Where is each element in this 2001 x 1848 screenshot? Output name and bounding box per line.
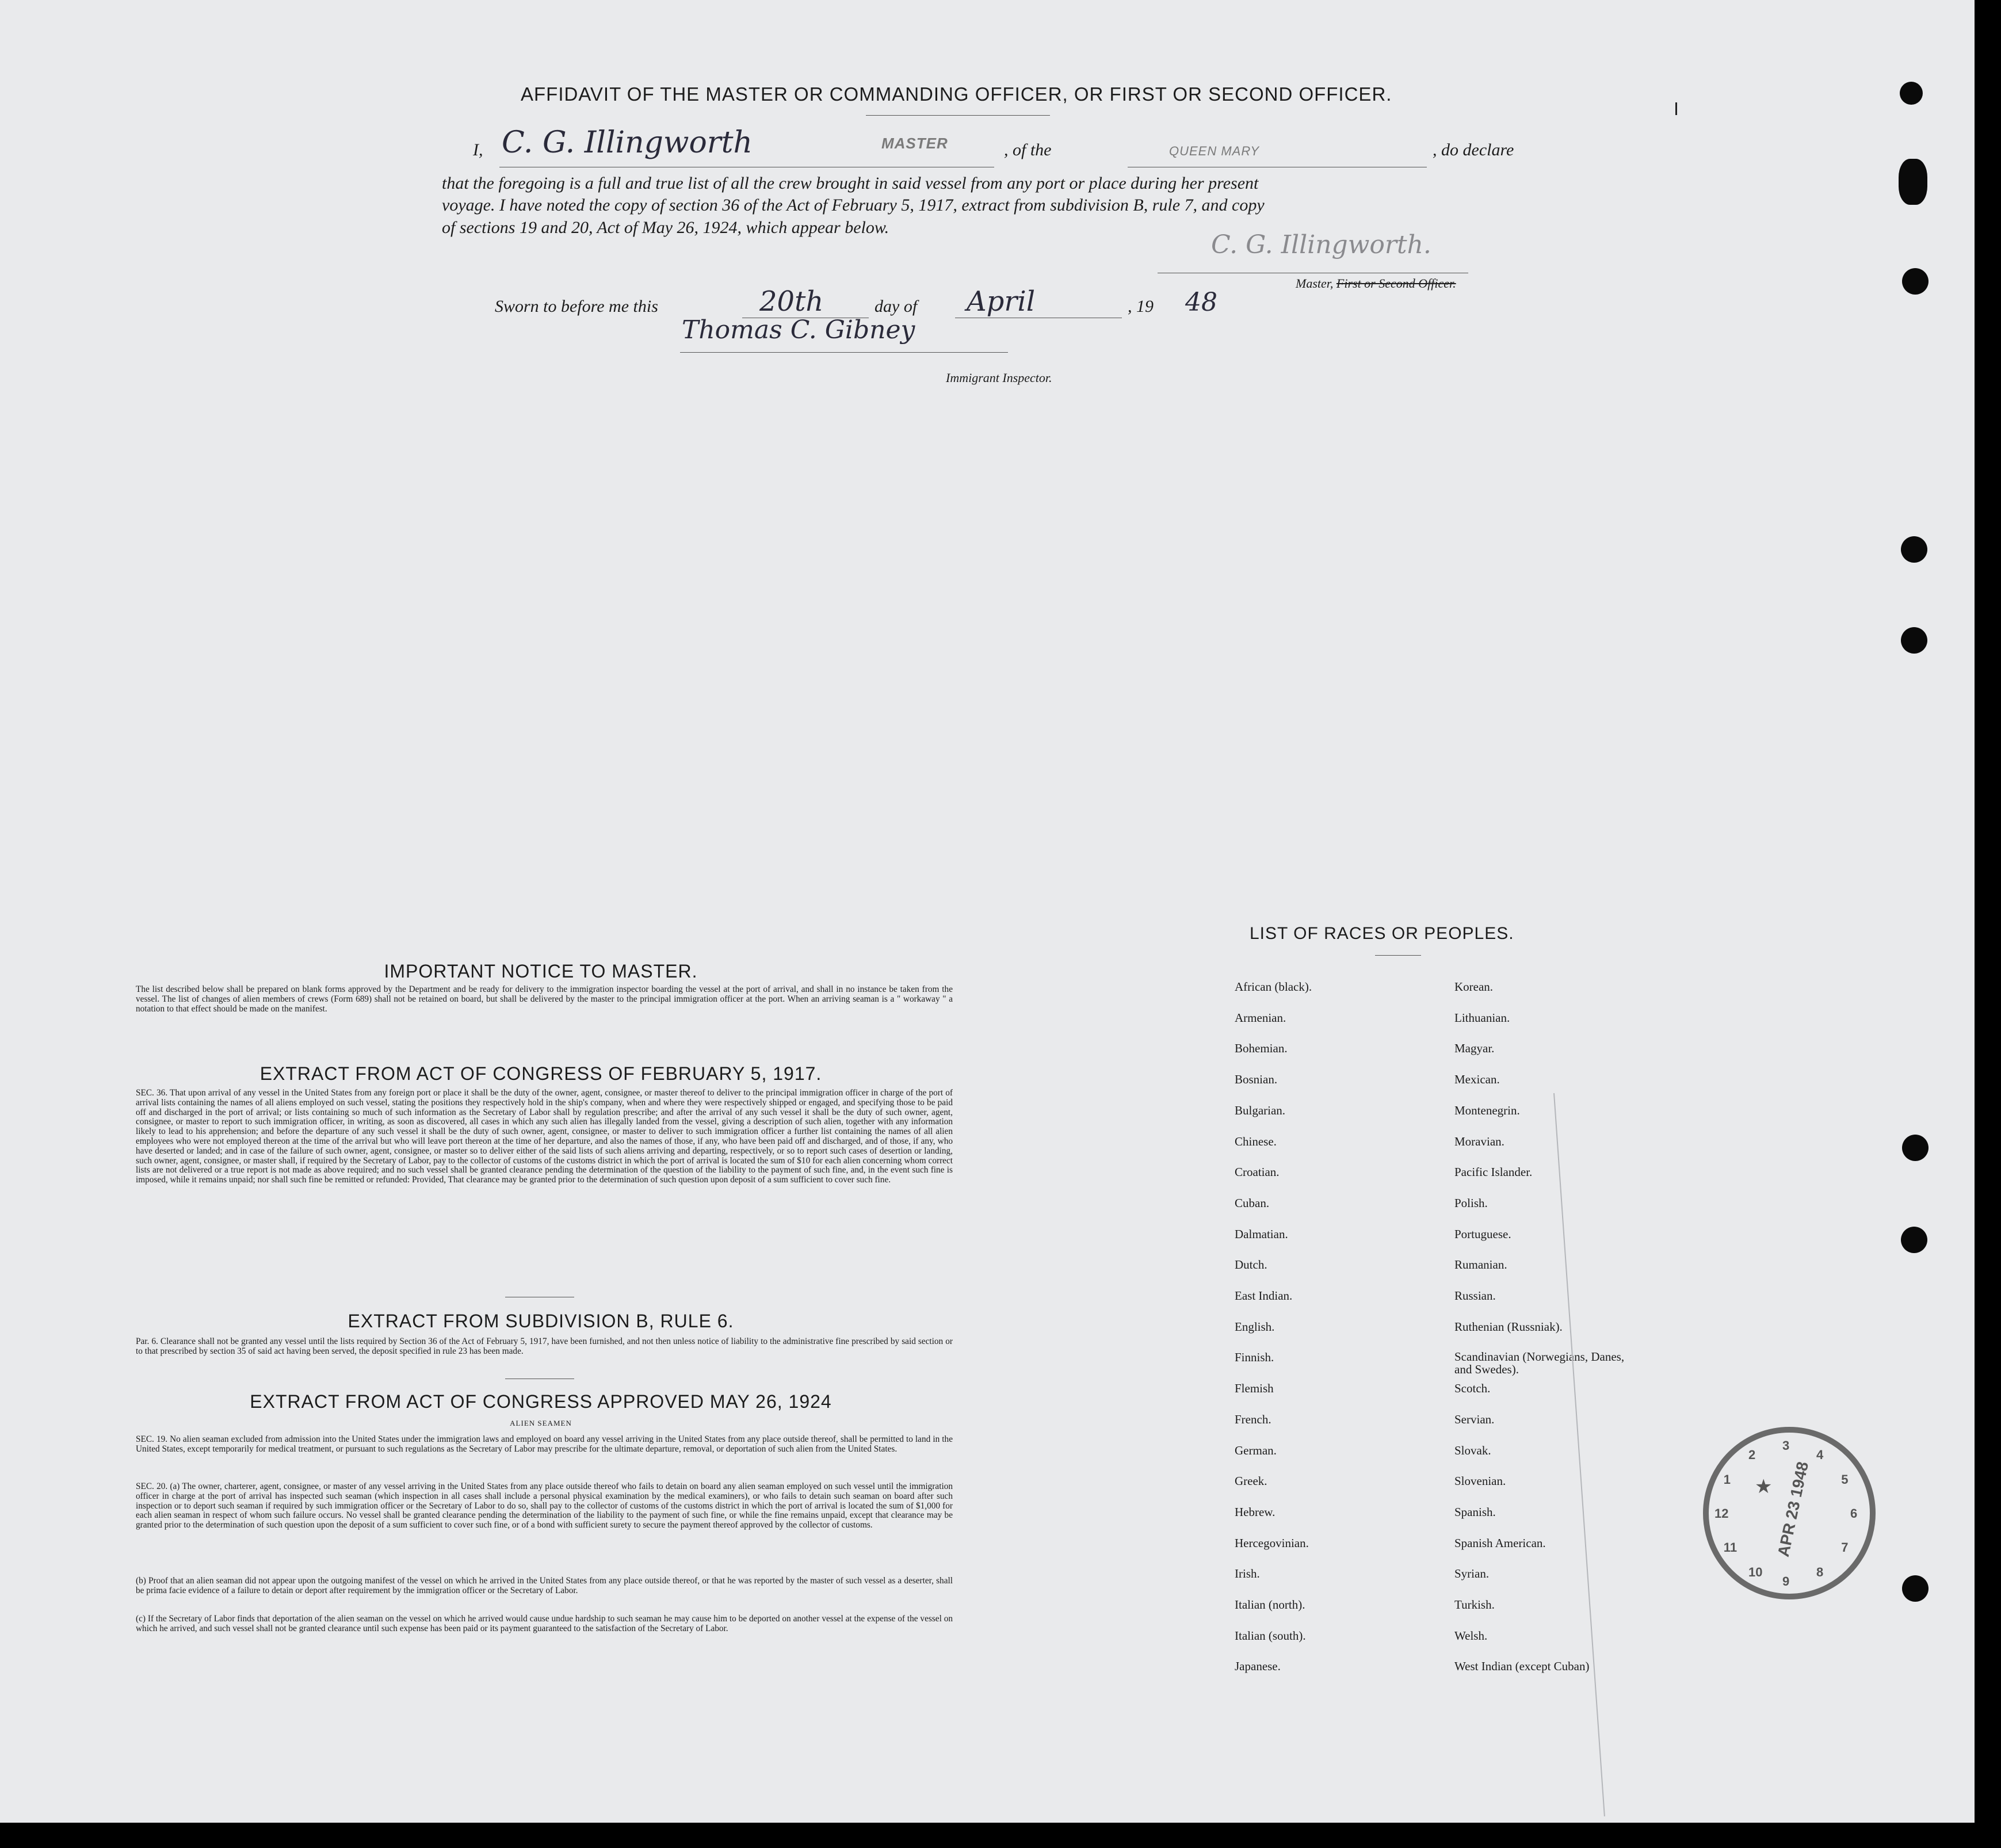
inspector-caption: Immigrant Inspector. <box>946 371 1052 385</box>
stamp-ring-number: 3 <box>1782 1438 1790 1453</box>
race-item: Cuban. <box>1235 1196 1270 1210</box>
margin-tick <box>1675 102 1677 115</box>
sworn-text: Sworn to before me this <box>495 297 658 316</box>
race-item: Japanese. <box>1235 1659 1281 1674</box>
race-item: Rumanian. <box>1454 1258 1507 1272</box>
extract-1917-body: SEC. 36. That upon arrival of any vessel in the United States from any foreign port or place it shall be the duty of the owner, agent, consignee, or master thereof to deliver to the principal immigration officer in charge of the port of arrival lists containing the names of all aliens employed on such vessel, stating the positions they respectively hold in the ship's company, when and where they were respectively shipped or engaged, and specifying those to be paid off and discharged in the port of arrival; or lists containing so much of such information as the Secretary of Labor shall by regulation prescribe; and after the arrival of any such vessel it shall be the duty of such owner, agent, consignee, or master to report to such immigration officer, in writing, as soon as discovered, all cases in which any such alien has illegally landed from the vessel, giving a description of such alien, together with any information likely to lead to his apprehension; and before the departure of any such vessel it shall be the duty of such owner, agent, consignee, or master to deliver to such immigration officer a further list containing the names of all alien employees who were not employed thereon at the time of the arrival but who will leave port thereon at the time of her departure, and also the names of those, if any, who have been paid off and discharged, and of those, if any, who have deserted or landed; and in case of the failure of such owner, agent, consignee, or master so to deliver either of the said lists of such aliens arriving and departing, respectively, or so to report such cases of desertion or landing, such owner, agent, consignee, or master shall, if required by the Secretary of Labor, pay to the collector of customs of the customs district in which the port of arrival is located the sum of $10 for each alien concerning whom correct lists are not delivered or a true report is not made as above required; and no such vessel shall be granted clearance pending the determination of the question of the liability to the payment of such fine, and, in the event such fine is imposed, while it remains unpaid; nor shall such fine be remitted or refunded: Provided, That clearance may be granted prior to the determination of such question upon deposit of a sum sufficient to cover such fine. <box>136 1088 953 1185</box>
extract-1924-sec20a: SEC. 20. (a) The owner, charterer, agent, consignee, or master of any vessel arriving in the United States from any place outside thereof who fails to detain on board any alien seaman employed on such vessel until the immigration officer in charge at the port of arrival has inspected such seaman (which inspection in all cases shall include a personal physical examination by the medical examiners), or who fails to detain such seaman on board after such inspection or to deport such seaman if required by such immigration officer or the Secretary of Labor to do so, shall pay to the collector of customs of the customs district in which the port of arrival is located the sum of $1,000 for each alien seaman in respect of whom such failure occurs. No vessel shall be granted clearance pending the determination of the liability to the payment of such fine, or while the fine remains unpaid, except that clearance may be granted prior to the determination of such question upon the deposit of a sum sufficient to cover such fine, or of a bond with sufficient surety to secure the payment thereof approved by the collector of customs. <box>136 1482 953 1530</box>
extract-1924-sec20b: (b) Proof that an alien seaman did not appear upon the outgoing manifest of the vessel on which he arrived in the United States from any place outside thereof, or that he was reported by the master of such vessel as a deserter, shall be prima facie evidence of a failure to detain or deport after requirement by the immigration officer or the Secretary of Labor. <box>136 1576 953 1595</box>
race-item: Magyar. <box>1454 1041 1495 1056</box>
binder-hole <box>1902 1135 1929 1161</box>
binder-hole <box>1901 536 1927 563</box>
race-item: Slovenian. <box>1454 1474 1506 1488</box>
race-item: Welsh. <box>1454 1628 1488 1643</box>
stamp-ring-number: 4 <box>1816 1447 1824 1462</box>
inspector-signature: Thomas C. Gibney <box>682 315 915 345</box>
binder-hole <box>1902 268 1929 295</box>
race-item: Polish. <box>1454 1196 1488 1210</box>
race-item: Armenian. <box>1235 1010 1286 1025</box>
sworn-month-handwritten: April <box>967 285 1036 318</box>
title-rule <box>866 115 1050 116</box>
race-item: Scandinavian (Norwegians, Danes, and Swedes). <box>1454 1350 1625 1377</box>
race-item: African (black). <box>1235 980 1312 994</box>
declaration-line-3: voyage. I have noted the copy of section 36 of the Act of February 5, 1917, extract from subdivision B, rule 7, and copy <box>442 196 1265 215</box>
star-icon: ★ <box>1755 1476 1773 1498</box>
extract-1924-sec20c: (c) If the Secretary of Labor finds that deportation of the alien seaman on the vessel on which he arrived would cause undue hardship to such seaman he may cause him to be deported on another vessel at the expense of the vessel on which he arrived, and such vessel shall not be granted clearance until such expense has been paid or its payment guaranteed to the satisfaction of the Secretary of Labor. <box>136 1614 953 1633</box>
race-item: Scotch. <box>1454 1381 1491 1396</box>
race-item: Dalmatian. <box>1235 1227 1288 1241</box>
stamp-ring-number: 6 <box>1850 1506 1858 1521</box>
extract-1924-title: EXTRACT FROM ACT OF CONGRESS APPROVED MAY 26, 1924 <box>250 1391 832 1412</box>
affidavit-title: AFFIDAVIT OF THE MASTER OR COMMANDING OFFICER, OR FIRST OR SECOND OFFICER. <box>521 83 1392 105</box>
race-item: English. <box>1235 1319 1275 1334</box>
race-item: Bulgarian. <box>1235 1103 1286 1117</box>
race-item: Servian. <box>1454 1412 1495 1426</box>
race-item: West Indian (except Cuban) <box>1454 1659 1590 1674</box>
rank-stamp: MASTER <box>881 135 948 152</box>
race-item: Syrian. <box>1454 1567 1490 1581</box>
race-item: Dutch. <box>1235 1258 1267 1272</box>
year-prefix: , 19 <box>1128 297 1154 316</box>
race-item: Portuguese. <box>1454 1227 1511 1241</box>
caption-struck-officer: First or Second Officer. <box>1336 276 1456 291</box>
declaration-line-4: of sections 19 and 20, Act of May 26, 1924, which appear below. <box>442 218 889 237</box>
races-title-rule <box>1375 955 1421 956</box>
i-prefix: I, <box>473 140 483 159</box>
master-name-handwritten: C. G. Illingworth <box>502 125 753 160</box>
race-item: German. <box>1235 1443 1277 1457</box>
race-item: Lithuanian. <box>1454 1010 1510 1025</box>
caption-master: Master, <box>1296 276 1334 291</box>
race-item: Mexican. <box>1454 1072 1500 1087</box>
binder-hole <box>1901 1227 1927 1253</box>
notice-body: The list described below shall be prepared on blank forms approved by the Department and be ready for delivery to the immigration inspector boarding the vessel at the port of arrival, and shall in no instance be taken from the vessel. The list of changes of alien members of crews (Form 689) shall not be retained on board, but shall be delivered by the master to the principal immigration officer at the port. When an arriving seaman is a " workaway " a notation to that effect should be made on the manifest. <box>136 984 953 1014</box>
stamp-ring-number: 1 <box>1723 1472 1731 1487</box>
of-the-label: , of the <box>1004 140 1052 159</box>
race-item: Moravian. <box>1454 1134 1504 1148</box>
stamp-ring-number: 8 <box>1816 1565 1824 1580</box>
inspector-line <box>680 352 1008 353</box>
immigration-date-stamp <box>1703 1427 1876 1599</box>
race-item: Spanish. <box>1454 1505 1496 1519</box>
race-item: French. <box>1235 1412 1271 1426</box>
day-of-label: day of <box>875 297 918 316</box>
stamp-date: APR 23 1948 <box>1774 1460 1812 1559</box>
extract-1917-title: EXTRACT FROM ACT OF CONGRESS OF FEBRUARY 5, 1917. <box>259 1063 822 1084</box>
sworn-day-handwritten: 20th <box>759 285 824 318</box>
race-item: Finnish. <box>1235 1350 1274 1365</box>
race-item: Bohemian. <box>1235 1041 1288 1056</box>
stamp-ring-number: 10 <box>1748 1565 1763 1580</box>
race-item: Korean. <box>1454 980 1494 994</box>
stamp-ring-number: 7 <box>1841 1540 1849 1555</box>
year-suffix-handwritten: 48 <box>1185 288 1217 317</box>
race-item: Slovak. <box>1454 1443 1491 1457</box>
vessel-name-stamp: QUEEN MARY <box>1169 144 1260 158</box>
race-item: Pacific Islander. <box>1454 1165 1533 1179</box>
stamp-ring-number: 2 <box>1748 1447 1756 1462</box>
declaration-line-1 <box>473 125 1520 169</box>
race-item: Bosnian. <box>1235 1072 1278 1087</box>
race-item: Montenegrin. <box>1454 1103 1520 1117</box>
race-item: Russian. <box>1454 1289 1496 1303</box>
binder-hole <box>1902 1575 1929 1602</box>
race-item: Italian (north). <box>1235 1598 1305 1612</box>
race-item: East Indian. <box>1235 1289 1293 1303</box>
binder-hole <box>1899 159 1927 205</box>
master-signature: C. G. Illingworth. <box>1211 230 1431 259</box>
paper-crease <box>1553 1093 1605 1816</box>
race-item: Hebrew. <box>1235 1505 1276 1519</box>
do-declare-label: , do declare <box>1433 140 1514 159</box>
stamp-ring-number: 9 <box>1782 1574 1790 1589</box>
notice-title: IMPORTANT NOTICE TO MASTER. <box>384 961 698 982</box>
extract-rule6-title: EXTRACT FROM SUBDIVISION B, RULE 6. <box>347 1311 734 1331</box>
race-item: Flemish <box>1235 1381 1274 1396</box>
stamp-ring-number: 12 <box>1714 1506 1729 1521</box>
extract-1924-subtitle: ALIEN SEAMEN <box>510 1419 572 1427</box>
extract-rule6-body: Par. 6. Clearance shall not be granted any vessel until the lists required by Section 36 of the Act of February 5, 1917, have been furnished, and not then unless notice of liability to the administrative fine prescribed by said section or to that prescribed by section 35 of said act having been served, the deposit specified in rule 23 has been made. <box>136 1337 953 1356</box>
race-item: Turkish. <box>1454 1598 1495 1612</box>
race-item: Chinese. <box>1235 1134 1277 1148</box>
stamp-ring-number: 5 <box>1841 1472 1849 1487</box>
binder-hole <box>1900 82 1923 105</box>
signer-caption <box>1296 276 1456 291</box>
stamp-ring-number: 11 <box>1723 1540 1737 1555</box>
extract-1924-sec19: SEC. 19. No alien seaman excluded from admission into the United States under the immigration laws and employed on board any vessel arriving in the United States from any place outside thereof, shall be permitted to land in the United States, except temporarily for medical treatment, or pursuant to such regulations as the Secretary of Labor may prescribe for the ultimate departure, removal, or deportation of such alien from the United States. <box>136 1434 953 1454</box>
declaration-line-2: that the foregoing is a full and true list of all the crew brought in said vessel from any port or place during her present <box>442 174 1259 193</box>
race-item: Hercegovinian. <box>1235 1536 1309 1550</box>
race-item: Spanish American. <box>1454 1536 1546 1550</box>
race-item: Italian (south). <box>1235 1628 1306 1643</box>
binder-hole <box>1901 627 1927 654</box>
race-item: Irish. <box>1235 1567 1260 1581</box>
race-item: Croatian. <box>1235 1165 1280 1179</box>
races-title: LIST OF RACES OR PEOPLES. <box>1250 924 1514 943</box>
race-item: Greek. <box>1235 1474 1267 1488</box>
race-item: Ruthenian (Russniak). <box>1454 1319 1563 1334</box>
